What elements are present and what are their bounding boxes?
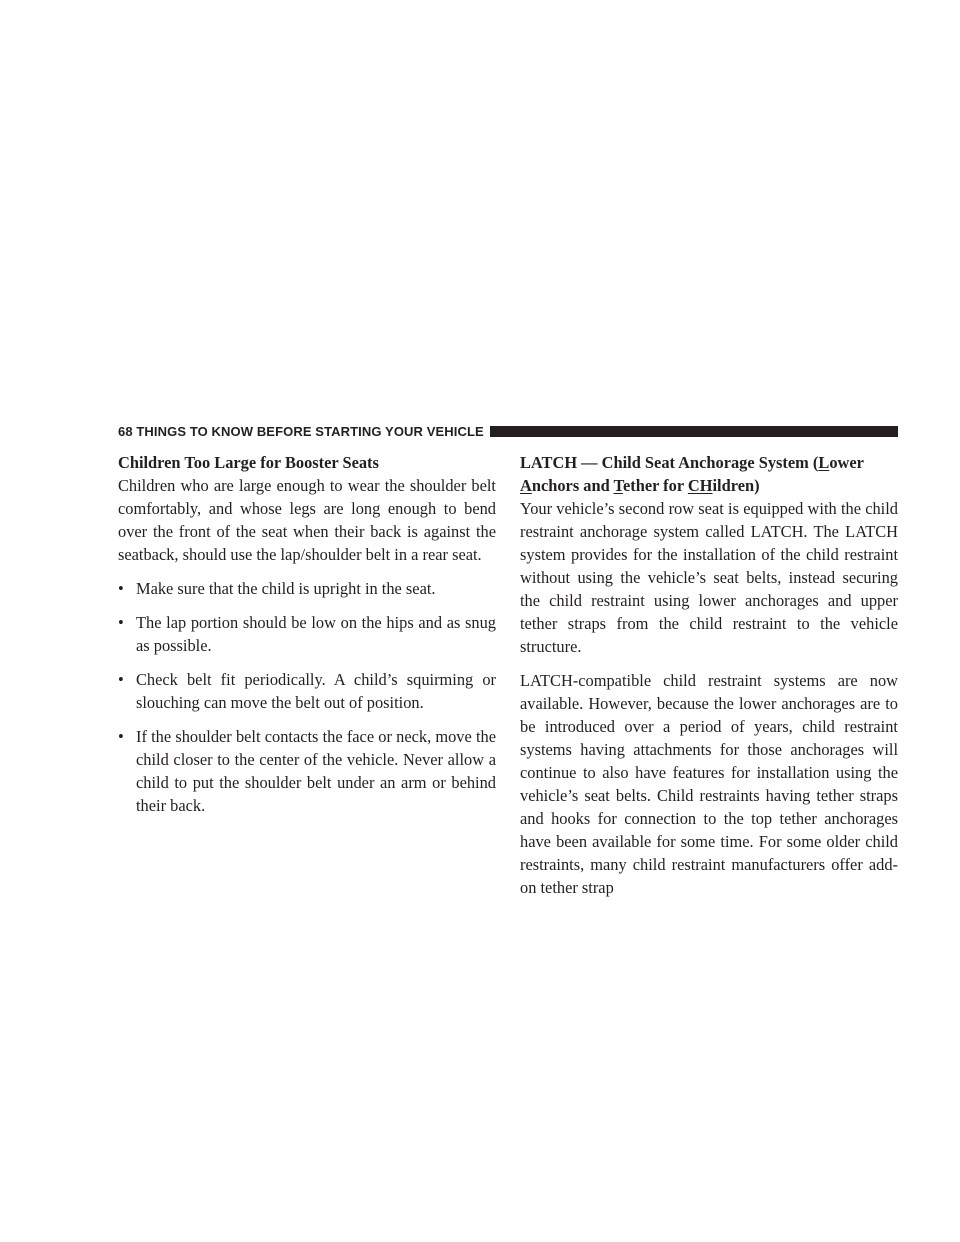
header-rule — [490, 426, 898, 437]
heading-underlined-letter: L — [818, 453, 830, 472]
list-item-text: Check belt fit periodically. A child’s squirming or slouching can move the belt out of position. — [136, 670, 496, 712]
intro-paragraph: Children who are large enough to wear the shoulder belt comfortably, and whose legs are long enough to bend over the front of the seat when their back is against the seatback, should use the lap/shoulder belt in a rear seat. — [118, 476, 496, 564]
section-title: THINGS TO KNOW BEFORE STARTING YOUR VEHICLE — [136, 423, 484, 439]
heading-underlined-letter: CH — [687, 476, 713, 495]
heading-part: ether for — [622, 476, 688, 495]
list-item-text: If the shoulder belt contacts the face or neck, move the child closer to the center of the vehicle. Never allow a child to put the shoulder belt under an arm or behind their back. — [136, 727, 496, 815]
page-number: 68 — [118, 423, 133, 439]
list-item — [118, 725, 496, 817]
bullet-icon: • — [118, 727, 124, 746]
bullet-icon: • — [118, 613, 124, 632]
heading-part: ildren) — [712, 476, 760, 495]
list-item — [118, 611, 496, 657]
section-heading-latch — [520, 451, 898, 497]
page-header — [118, 422, 898, 440]
section-heading-booster: Children Too Large for Booster Seats — [118, 453, 379, 472]
list-item — [118, 668, 496, 714]
heading-underlined-letter: T — [613, 476, 623, 495]
right-column — [520, 451, 898, 910]
heading-part: ower — [829, 453, 864, 472]
list-item-text: Make sure that the child is upright in the seat. — [136, 579, 436, 598]
latch-paragraph-2: LATCH-compatible child restraint systems are now available. However, because the lower anchorages are to be introduced over a period of years, child restraint systems having attachments for those anchorages will continue to also have features for installation using the vehicle’s seat belts. Child restraints having tether straps and hooks for connection to the top tether anchorages have been available for some time. For some older child restraints, many child restraint manufacturers offer add-on tether strap — [520, 671, 898, 897]
heading-underlined-letter: A — [520, 476, 532, 495]
latch-paragraph-1: Your vehicle’s second row seat is equipped with the child restraint anchorage system called LATCH. The LATCH system provides for the installation of the child restraint without using the vehicle’s seat belts, instead securing the child restraint using lower anchorages and upper tether straps from the child restraint to the vehicle structure. — [520, 499, 898, 656]
list-item — [118, 577, 496, 600]
bullet-icon: • — [118, 670, 124, 689]
bullet-list — [118, 577, 496, 817]
left-column — [118, 451, 496, 828]
list-item-text: The lap portion should be low on the hips and as snug as possible. — [136, 613, 496, 655]
page-header-text — [118, 424, 484, 439]
bullet-icon: • — [118, 579, 124, 598]
heading-part: LATCH — Child Seat Anchorage System ( — [520, 453, 819, 472]
heading-part: nchors and — [531, 476, 614, 495]
